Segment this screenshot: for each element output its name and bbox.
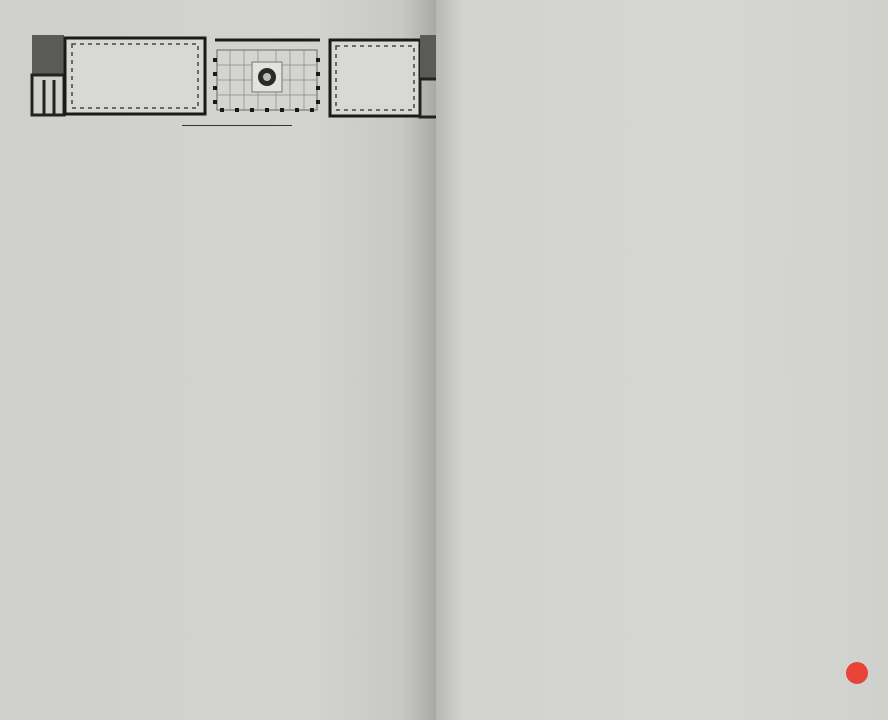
floor-plan-drawing [30,30,436,120]
scale-line [182,125,292,126]
left-page [0,0,436,720]
library-floor-plan-figure [30,30,436,120]
watermark-badge [846,662,868,684]
right-page [436,0,888,720]
